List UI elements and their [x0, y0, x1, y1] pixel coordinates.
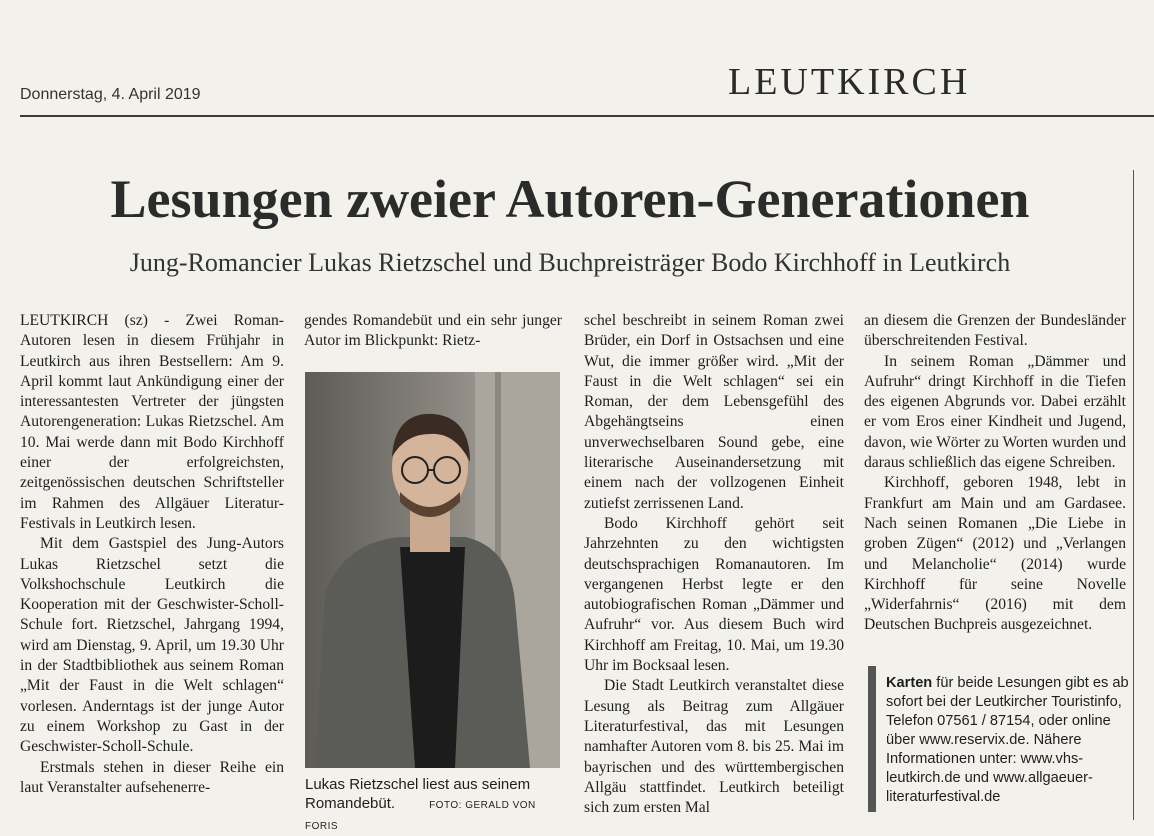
paragraph: gendes Romandebüt und ein sehr junger Autor im Blickpunkt: Rietz- [304, 312, 562, 350]
article-column-3 [584, 311, 844, 818]
ticket-info-box [868, 666, 1130, 814]
issue-date: Donnerstag, 4. April 2019 [20, 86, 201, 103]
section-title: LEUTKIRCH [728, 61, 971, 103]
caption-text: Lukas Rietzschel liest aus seinem Romandebüt. [305, 776, 531, 812]
photo-credit: FOTO: GERALD VON FORIS [305, 800, 536, 832]
author-photo [305, 372, 560, 768]
paragraph: Erstmals stehen in dieser Reihe ein laut Veranstalter aufsehenerre- [20, 758, 284, 796]
paragraph: Mit dem Gastspiel des Jung-Autors Lukas Rietzschel setzt die Volkshochschule Leutkirch die Kooperation mit der Geschwister-Scholl-Schule fort. Rietzschel, Jahrgang 1994, wird am Dienstag, 9. April, um 19.30 Uhr in der Stadtbibliothek aus seinem Roman „Mit der Faust in die Welt schlagen“ vorlesen. Anderntags ist der junge Autor zu einem Workshop zu Gast in der Geschwister-Scholl-Schule. [20, 535, 284, 756]
info-box-bar [868, 666, 876, 812]
paragraph: In seinem Roman „Dämmer und Aufruhr“ dringt Kirchhoff in die Tiefen des eigenen Abgrunds vor. Dabei erzählt er vom Eros einer Kindheit und Jugend, davon, wie Wörter zu Worten wurden und daraus schließlich das eigene Schreiben. [864, 352, 1126, 472]
photo-caption [305, 775, 563, 836]
info-box-text [886, 674, 1130, 807]
paragraph: LEUTKIRCH (sz) - Zwei Roman-Autoren lesen in diesem Frühjahr in Leutkirch aus ihren Bestsellern: Am 9. April kommt laut Ankündigung einer der interessantesten Vertreter der jüngsten Autorengeneration: Lukas Rietzschel. Am 10. Mai werde dann mit Bodo Kirchhoff einer der erfolgreichsten, zeitgenössischen deutschen Schriftsteller im Rahmen des Allgäuer Literatur-Festivals in Leutkirch lesen. [20, 312, 284, 532]
article-subheadline: Jung-Romancier Lukas Rietzschel und Buchpreisträger Bodo Kirchhoff in Leutkirch [129, 248, 1011, 277]
portrait-image [305, 372, 560, 768]
article-column-1 [20, 311, 284, 798]
header-divider [20, 115, 1154, 117]
paragraph: Die Stadt Leutkirch veranstaltet diese Lesung als Beitrag zum Allgäuer Literaturfestival, das mit Lesungen namhafter Autoren vom 8. bis 25. Mai im bayrischen und des württembergischen Allgäu stattfindet. Leutkirch beteiligt sich zum ersten Mal [584, 677, 844, 817]
article-column-4 [864, 311, 1126, 636]
article-column-2 [304, 311, 562, 352]
paragraph: Bodo Kirchhoff gehört seit Jahrzehnten zu den wichtigsten deutschsprachigen Romanautoren. Im vergangenen Herbst legte er den autobiografischen Roman „Dämmer und Aufruhr“ vor. Aus diesem Buch wird Kirchhoff am Freitag, 10. Mai, um 19.30 Uhr im Bocksaal lesen. [584, 514, 844, 675]
article-headline: Lesungen zweier Autoren-Generationen [110, 169, 1030, 229]
paragraph: Kirchhoff, geboren 1948, lebt in Frankfurt am Main und am Gardasee. Nach seinen Romanen „Die Liebe in groben Zügen“ (2012) und „Verlangen und Melancholie“ (2014) wurde Kirchhoff für seine Novelle „Widerfahrnis“ (2016) mit dem Deutschen Buchpreis ausgezeichnet. [864, 474, 1126, 634]
paragraph: schel beschreibt in seinem Roman zwei Brüder, ein Dorf in Ostsachsen und eine Wut, die immer größer wird. „Mit der Faust in die Welt schlagen“ sei ein Roman, der dem Lebensgefühl des Abgehängtseins einen unverwechselbaren Sound gebe, eine literarische Auseinandersetzung mit einem nach der vollzogenen Einheit zutiefst zerrissenen Land. [584, 312, 844, 512]
paragraph: an diesem die Grenzen der Bundesländer überschreitenden Festival. [864, 312, 1126, 350]
info-box-body: für beide Lesungen gibt es ab sofort bei der Leutkircher Touristinfo, Telefon 07561 / 87154, oder online über www.reservix.de. Nähere Informationen unter: www.vhs-leutkirch.de und www.allgaeuer-literaturfestival.de [886, 675, 1129, 805]
info-box-lead: Karten [886, 675, 933, 691]
